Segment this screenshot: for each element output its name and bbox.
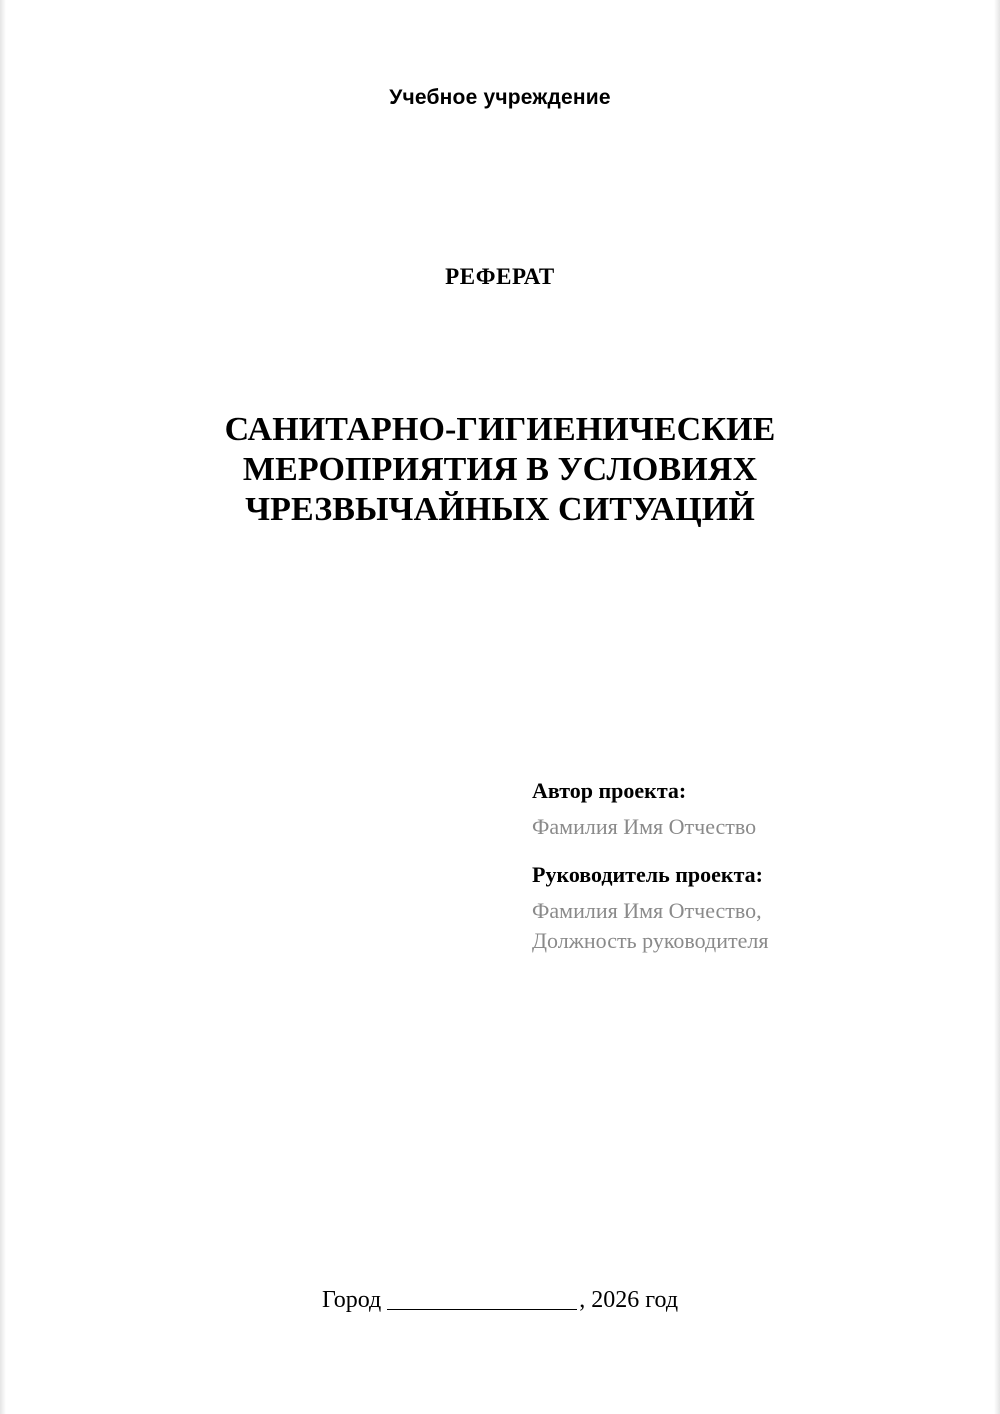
author-block [532, 780, 932, 838]
authorship-block [532, 780, 932, 978]
city-label: Город [321, 1287, 382, 1313]
institution-name: Учебное учреждение [389, 86, 611, 109]
city-blank-line [387, 1285, 577, 1310]
footer-city-year [0, 1285, 1000, 1314]
page-title: САНИТАРНО-ГИГИЕНИЧЕСКИЕ МЕРОПРИЯТИЯ В УСЛОВИЯХ ЧРЕЗВЫЧАЙНЫХ СИТУАЦИЙ [224, 411, 776, 528]
supervisor-value-name: Фамилия Имя Отчество, [532, 898, 762, 923]
supervisor-label: Руководитель проекта: [532, 862, 763, 887]
supervisor-value-position: Должность руководителя [532, 928, 769, 953]
author-value: Фамилия Имя Отчество [532, 814, 757, 839]
author-label: Автор проекта: [532, 778, 687, 803]
document-type: РЕФЕРАТ [445, 264, 555, 289]
year-text: , 2026 год [579, 1287, 679, 1313]
supervisor-block [532, 864, 932, 952]
